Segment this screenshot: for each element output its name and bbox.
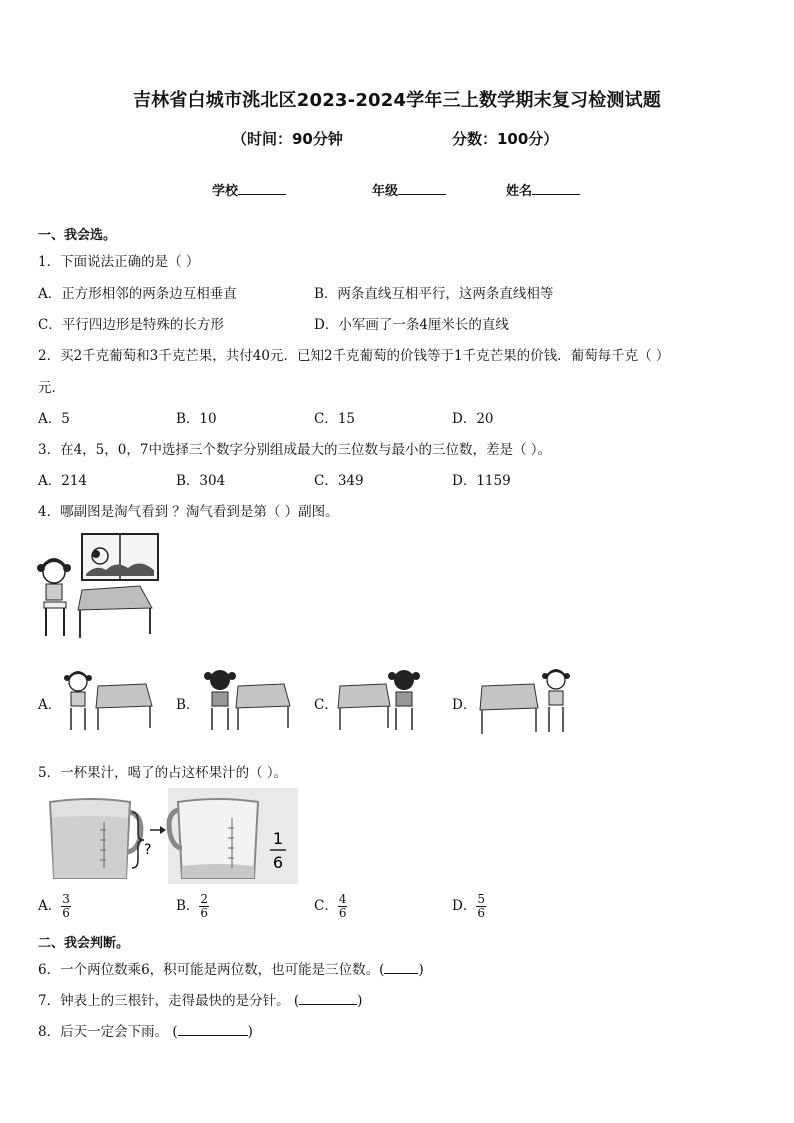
q4-option-b[interactable]: B． (176, 697, 200, 713)
q8-answer-blank[interactable] (178, 1023, 248, 1036)
q2-option-d[interactable]: D．20 (452, 411, 494, 427)
q4-option-c[interactable]: C． (314, 697, 338, 713)
q2-stem-line2: 元． (38, 380, 65, 396)
q5-option-b-fraction: $\frac{2}{6}$ (200, 892, 209, 920)
q7-paren-close: ) (357, 993, 363, 1009)
name-field[interactable] (506, 180, 580, 199)
school-field[interactable] (212, 180, 286, 199)
q5-option-c[interactable] (314, 893, 347, 920)
q8-paren-close: ) (247, 1024, 253, 1040)
q2-option-a[interactable]: A．5 (38, 411, 70, 427)
q5-option-b-label: B． (176, 898, 200, 914)
q5-option-a[interactable] (38, 893, 71, 920)
q3-option-a[interactable]: A．214 (38, 473, 88, 489)
q1-stem: 1．下面说法正确的是（ ） (38, 254, 200, 270)
school-label: 学校 (212, 184, 239, 199)
q5-stem: 5．一杯果汁，喝了的占这杯果汁的（ ）。 (38, 765, 288, 781)
q5-juice-illustration (40, 788, 302, 884)
q1-option-a[interactable]: A．正方形相邻的两条边互相垂直 (38, 286, 237, 302)
page-title: 吉林省白城市洮北区2023-2024学年三上数学期末复习检测试题 (132, 90, 662, 111)
q4-option-b-image[interactable] (200, 664, 292, 734)
q5-option-c-label: C． (314, 898, 338, 914)
q5-option-a-fraction: $\frac{3}{6}$ (62, 892, 70, 920)
q5-option-d-label: D． (452, 898, 477, 914)
q5-fraction-numerator: 1 (272, 829, 284, 848)
q3-option-d[interactable]: D．1159 (452, 473, 511, 489)
q4-option-c-image[interactable] (336, 664, 428, 734)
exam-time: （时间：90分钟 (232, 130, 343, 148)
q1-option-d[interactable]: D．小军画了一条4厘米长的直线 (314, 317, 509, 333)
q7-answer-blank[interactable] (299, 992, 357, 1005)
q4-stem: 4．哪副图是淘气看到 ？淘气看到是第（ ）副图。 (38, 504, 339, 520)
q8-text: 8．后天一定会下雨。 ( (38, 1024, 178, 1040)
q3-option-b[interactable]: B．304 (176, 473, 226, 489)
q2-stem-line1: 2．买2千克葡萄和3千克芒果，共付40元．已知2千克葡萄的价钱等于1千克芒果的价钱．葡萄每千克（ ） (38, 348, 670, 364)
q5-option-d[interactable] (452, 893, 486, 920)
q4-option-d-image[interactable] (476, 664, 580, 738)
q3-stem: 3．在4，5，0，7中选择三个数字分别组成最大的三位数与最小的三位数，差是（ ）。 (38, 442, 551, 458)
q4-option-d[interactable]: D． (452, 697, 477, 713)
q5-option-d-fraction: $\frac{5}{6}$ (477, 892, 485, 920)
q3-option-c[interactable]: C．349 (314, 473, 364, 489)
q4-scene-illustration (36, 530, 166, 642)
name-label: 姓名 (506, 184, 533, 199)
q1-option-b[interactable]: B．两条直线互相平行，这两条直线相等 (314, 286, 554, 302)
q6-paren-close: ) (418, 962, 424, 978)
grade-label: 年级 (372, 184, 399, 199)
q4-option-a[interactable]: A． (38, 697, 62, 713)
section-1-heading: 一、我会选。 (38, 228, 117, 243)
q5-question-mark: ? (144, 842, 152, 858)
q4-option-a-image[interactable] (62, 664, 154, 734)
q2-option-b[interactable]: B．10 (176, 411, 217, 427)
q5-option-c-fraction: $\frac{4}{6}$ (338, 892, 347, 920)
q7-statement (38, 989, 362, 1009)
q7-text: 7．钟表上的三根针，走得最快的是分针。 ( (38, 993, 300, 1009)
q5-option-b[interactable] (176, 893, 209, 920)
q2-option-c[interactable]: C．15 (314, 411, 356, 427)
grade-field[interactable] (372, 180, 446, 199)
q6-text: 6．一个两位数乘6，积可能是两位数，也可能是三位数。( (38, 962, 385, 978)
q5-option-a-label: A． (38, 898, 62, 914)
section-2-heading: 二、我会判断。 (38, 936, 130, 951)
q1-option-c[interactable]: C．平行四边形是特殊的长方形 (38, 317, 224, 333)
q6-answer-blank[interactable] (384, 961, 418, 974)
q6-statement (38, 958, 424, 978)
q8-statement (38, 1020, 253, 1040)
exam-score: 分数：100分） (452, 130, 559, 148)
q5-fraction-denominator: 6 (272, 853, 284, 872)
